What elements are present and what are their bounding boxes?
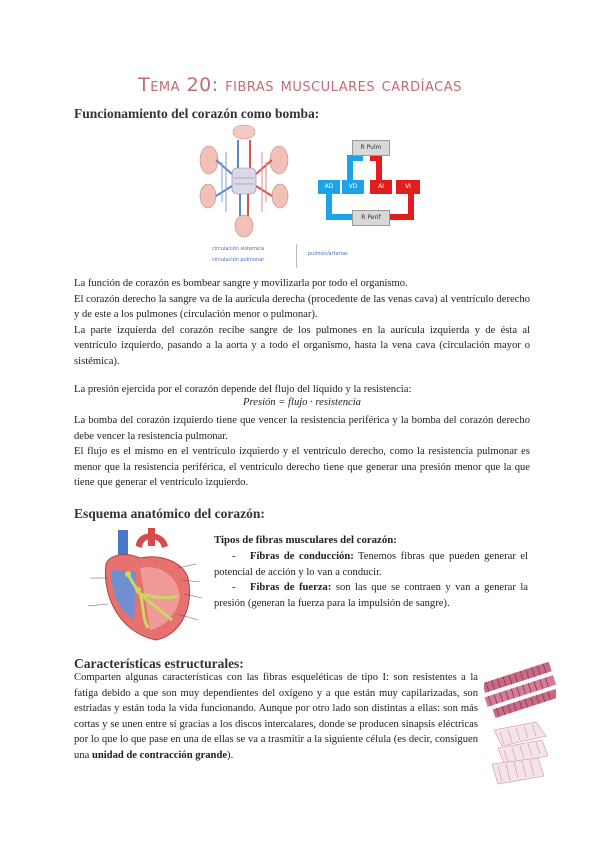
- pressure-paragraphs: [74, 413, 530, 491]
- section-heading-structure: Características estructurales:: [74, 656, 244, 671]
- paragraph-1: La función de corazón es bombear sangre y movilizarla por todo el organismo.: [74, 278, 408, 289]
- fiber-types-heading: Tipos de fibras musculares del corazón:: [214, 534, 397, 546]
- bullet-dash: -: [232, 582, 236, 593]
- pressure-paragraph-1: La bomba del corazón izquierdo tiene que vencer la resistencia periférica y la bomba del corazón derecho debe vencer la resistencia pulmonar.: [74, 415, 530, 442]
- section-heading-anatomy: Esquema anatómico del corazón:: [74, 506, 265, 521]
- cardiac-fiber-micrograph: [484, 660, 556, 792]
- pressure-intro: La presión ejercida por el corazón depende del flujo del líquido y la resistencia:: [74, 384, 412, 395]
- connector-ai-up: [376, 160, 382, 180]
- circulation-block-diagram: [318, 140, 424, 232]
- fiber-type-conduction: [214, 549, 528, 580]
- paragraph-3: La parte izquierda del corazón recibe sangre de los pulmones en la aurícula izquierda y de ésta al ventrículo izquierdo, pasando a la aorta y a todo el organismo, hasta la vena cava (circulación mayor o sistémica).: [74, 324, 530, 367]
- connector-vd-up: [347, 160, 353, 180]
- chamber-vd-box: VD: [342, 180, 364, 194]
- circulation-legend: [212, 246, 362, 268]
- circulation-diagram-figure: [196, 122, 292, 244]
- fiber-type-conduction-text: Tenemos fibras que pueden generar el potencial de acción y lo van a conducir.: [214, 551, 528, 578]
- legend-divider: [296, 244, 297, 268]
- bullet-dash: -: [232, 551, 236, 562]
- chamber-vi-box: VI: [396, 180, 420, 194]
- section-heading-pump: Funcionamiento del corazón como bomba:: [74, 106, 320, 121]
- paragraph-2: El corazón derecho la sangre va de la aurícula derecha (procedente de las venas cava) al ventrículo derecho y de este a los pulmones (circulación menor o pulmonar).: [74, 293, 530, 321]
- fiber-type-force: [214, 580, 528, 611]
- legend-right-label: pulmón/arterias: [308, 251, 348, 257]
- pressure-paragraph-2: El flujo es el mismo en el ventrículo izquierdo y el ventrículo derecho, como la resistencia pulmonar es menor que la resistencia periférica, el ventrículo derecho tiene que generar una presión menor que la que tiene que generar el ventrículo izquierdo.: [74, 446, 530, 489]
- legend-pulmonary: circulación pulmonar: [212, 257, 265, 263]
- fiber-type-force-text: son las que se contraen y van a generar la presión (generan la fuerza para la impulsión de sangre).: [214, 582, 528, 609]
- chamber-ai-box: AI: [370, 180, 392, 194]
- structure-text-bold: unidad de contracción grande: [91, 749, 228, 761]
- pump-paragraphs: [74, 276, 530, 370]
- fiber-type-conduction-term: Fibras de conducción:: [250, 551, 354, 562]
- fiber-type-force-term: Fibras de fuerza:: [250, 582, 332, 593]
- chamber-ad-box: AD: [318, 180, 340, 194]
- structure-paragraph: [74, 670, 478, 764]
- heart-anatomy-figure: [78, 524, 210, 648]
- structure-text-end: ).: [227, 749, 234, 761]
- page-title: Tema 20: fibras musculares cardíacas: [138, 74, 462, 96]
- pressure-formula: Presión = flujo · resistencia: [243, 397, 361, 408]
- resistance-pulmonary-box: R Pulm: [352, 140, 390, 156]
- structure-text-start: Comparten algunas características con las fibras esqueléticas de tipo I: son resistentes a la fatiga debido a que son muy dependientes del oxígeno y a que están muy capilarizadas, son estriadas y están toda la vida funcionando. Aunque por otro lado son distintas a ellas: son más cortas y se unen entre sí gracias a los discos intercalares, donde se producen sinapsis eléctricas por lo que lo que pase en una de ellas se va a trasmitir a la siguiente célula (es decir, consiguen una: [74, 672, 478, 761]
- legend-systemic: circulación sistémica: [212, 246, 265, 252]
- resistance-peripheral-box: R Perif: [352, 210, 390, 226]
